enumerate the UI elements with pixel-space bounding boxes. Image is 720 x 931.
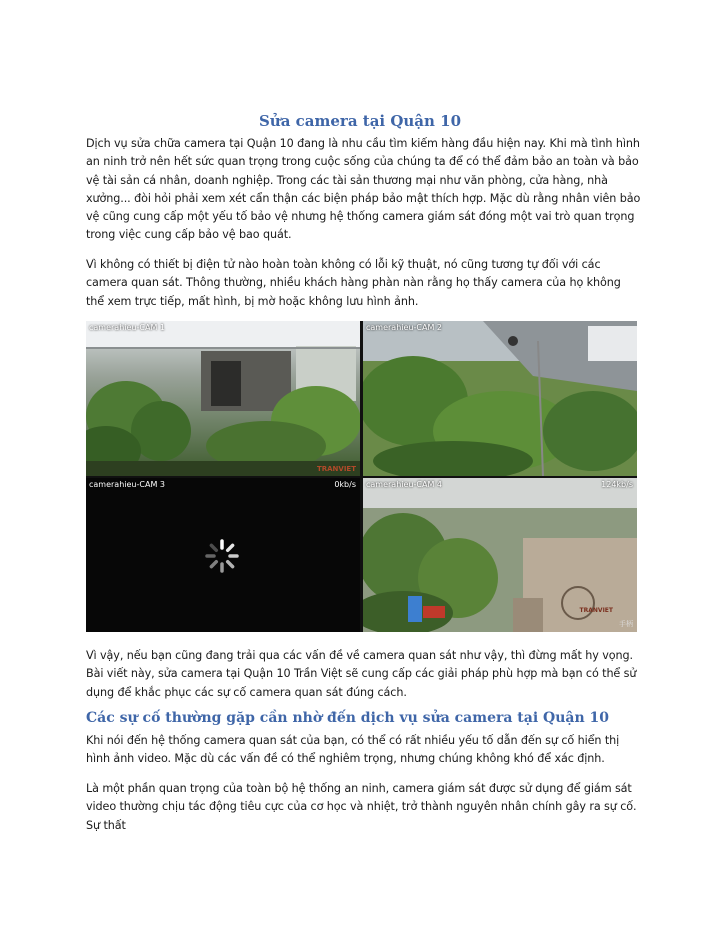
article-title: Sửa camera tại Quận 10 <box>258 112 462 130</box>
camera-stamp: 手柄 <box>619 620 633 628</box>
camera-feed-3 <box>86 478 360 632</box>
camera-label-4: camerahieu-CAM 4 <box>366 480 442 489</box>
camera-feed-1 <box>86 321 360 476</box>
watermark-text-4: TRANVIET <box>579 607 613 614</box>
camera-bitrate-3: 0kb/s <box>334 480 356 489</box>
intro-paragraph-2: Vì không có thiết bị điện tử nào hoàn toàn không có lỗi kỹ thuật, nó cũng tương tự đối với các camera quan sát. Thông thường, nhiều khách hàng phàn nàn rằng họ thấy camera của họ không thể xem trực tiếp, mất hình, bị mờ hoặc không lưu hình ảnh. <box>86 258 621 308</box>
section-paragraph-1: Khi nói đến hệ thống camera quan sát của bạn, có thể có rất nhiều yếu tố dẫn đến sự cố hiển thị hình ảnh video. Mặc dù các vấn đề có thể nghiêm trọng, nhưng chúng không khó để xác định. <box>86 734 620 766</box>
loading-spinner-icon <box>204 538 240 574</box>
camera-feed-2 <box>363 321 637 476</box>
camera-label-3: camerahieu-CAM 3 <box>89 480 165 489</box>
camera-feed-4 <box>363 478 637 632</box>
section-heading: Các sự cố thường gặp cần nhờ đến dịch vụ sửa camera tại Quận 10 <box>86 710 610 726</box>
camera-bitrate-4: 124kb/s <box>601 480 633 489</box>
camera-label-1: camerahieu-CAM 1 <box>89 323 165 332</box>
camera-label-2: camerahieu-CAM 2 <box>366 323 442 332</box>
watermark-text-1: TRANVIET <box>316 465 356 473</box>
camera-grid-image <box>86 321 637 632</box>
intro-paragraph-1: Dịch vụ sửa chữa camera tại Quận 10 đang là nhu cầu tìm kiếm hàng đầu hiện nay. Khi mà tình hình an ninh trở nên hết sức quan trọng trong cuộc sống của chúng ta để có thể đảm bảo an toàn và bảo vệ tài sản cá nhân, doanh nghiệp. Trong các tài sản thương mại như văn phòng, cửa hàng, nhà xưởng... đòi hỏi phải xem xét cẩn thận các biện pháp bảo mật thích hợp. Mặc dù rằng nhân viên bảo vệ cũng cung cấp một yếu tố bảo vệ nhưng hệ thống camera giám sát đóng một vai trò quan trọng trong việc cung cấp bảo vệ bao quát. <box>86 137 641 242</box>
after-image-paragraph: Vì vậy, nếu bạn cũng đang trải qua các vấn đề về camera quan sát như vậy, thì đừng mất hy vọng. Bài viết này, sửa camera tại Quận 10 Trần Việt sẽ cung cấp các giải pháp phù hợp mà bạn có thể sử dụng để khắc phục các sự cố camera quan sát đúng cách. <box>86 649 637 699</box>
section-paragraph-2: Là một phần quan trọng của toàn bộ hệ thống an ninh, camera giám sát được sử dụng để giám sát video thường chịu tác động tiêu cực của cơ học và nhiệt, trở thành nguyên nhân chính gây ra sự cố. Sự thất <box>86 782 637 832</box>
